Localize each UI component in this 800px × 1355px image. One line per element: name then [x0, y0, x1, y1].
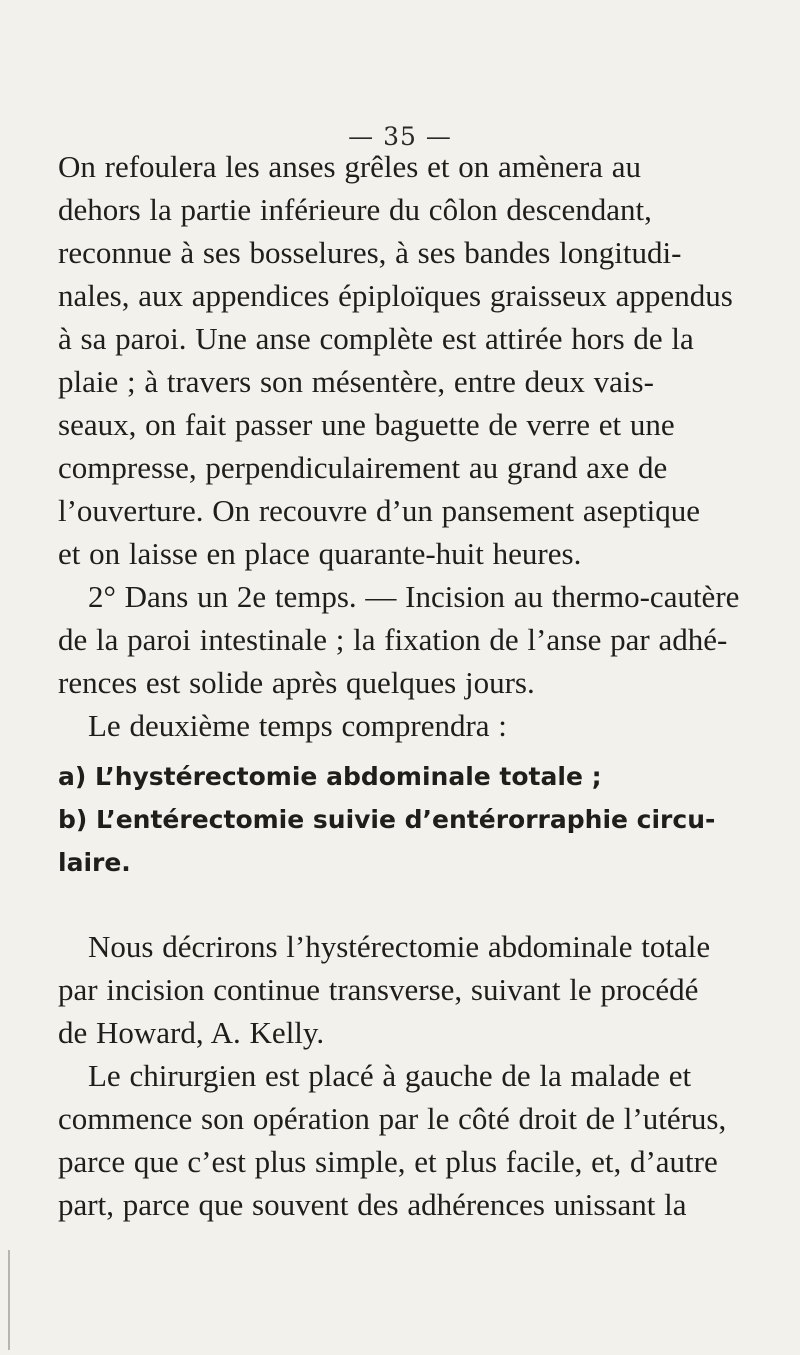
text-line: part, parce que souvent des adhérences unissant la — [58, 1187, 687, 1222]
text-line: par incision continue transverse, suivant le procédé — [58, 972, 699, 1007]
text-line: On refoulera les anses grêles et on amènera au — [58, 149, 641, 184]
text-line: 2° Dans un 2e temps. — Incision au thermo-cautère — [88, 579, 740, 614]
list-text: L’entérectomie suivie d’entérorraphie circu- — [96, 805, 716, 834]
text-line: commence son opération par le côté droit de l’utérus, — [58, 1101, 727, 1136]
text-line: de la paroi intestinale ; la fixation de l’anse par adhé- — [58, 622, 728, 657]
text-line: nales, aux appendices épiploïques graisseux appendus — [58, 278, 733, 313]
text-line: reconnue à ses bosselures, à ses bandes longitudi- — [58, 235, 682, 270]
text-line: dehors la partie inférieure du côlon descendant, — [58, 192, 652, 227]
text-line: seaux, on fait passer une baguette de verre et une — [58, 407, 675, 442]
list-item-b-continued: laire. — [58, 848, 131, 877]
text-line: Le chirurgien est placé à gauche de la malade et — [88, 1058, 692, 1093]
text-line: l’ouverture. On recouvre d’un pansement aseptique — [58, 493, 700, 528]
text-line: plaie ; à travers son mésentère, entre deux vais- — [58, 364, 654, 399]
list-item-a — [58, 755, 748, 798]
page-number: — 35 — — [348, 122, 452, 151]
list-label: b) — [58, 805, 88, 834]
list-text: L’hystérectomie abdominale totale ; — [95, 762, 602, 791]
list-item-b — [58, 798, 748, 841]
text-line: et on laisse en place quarante-huit heures. — [58, 536, 582, 571]
text-line: à sa paroi. Une anse complète est attirée hors de la — [58, 321, 694, 356]
text-line: rences est solide après quelques jours. — [58, 665, 535, 700]
text-line: Nous décrirons l’hystérectomie abdominale totale — [88, 929, 711, 964]
paragraph-colon-procedure — [58, 145, 748, 747]
paragraph-hysterectomy — [58, 925, 748, 1226]
list-label: a) — [58, 762, 87, 791]
text-line: de Howard, A. Kelly. — [58, 1015, 325, 1050]
procedure-list — [58, 755, 748, 884]
text-line: compresse, perpendiculairement au grand axe de — [58, 450, 668, 485]
scan-margin-line — [8, 1250, 10, 1350]
text-line: Le deuxième temps comprendra : — [88, 708, 507, 743]
text-line: parce que c’est plus simple, et plus facile, et, d’autre — [58, 1144, 718, 1179]
